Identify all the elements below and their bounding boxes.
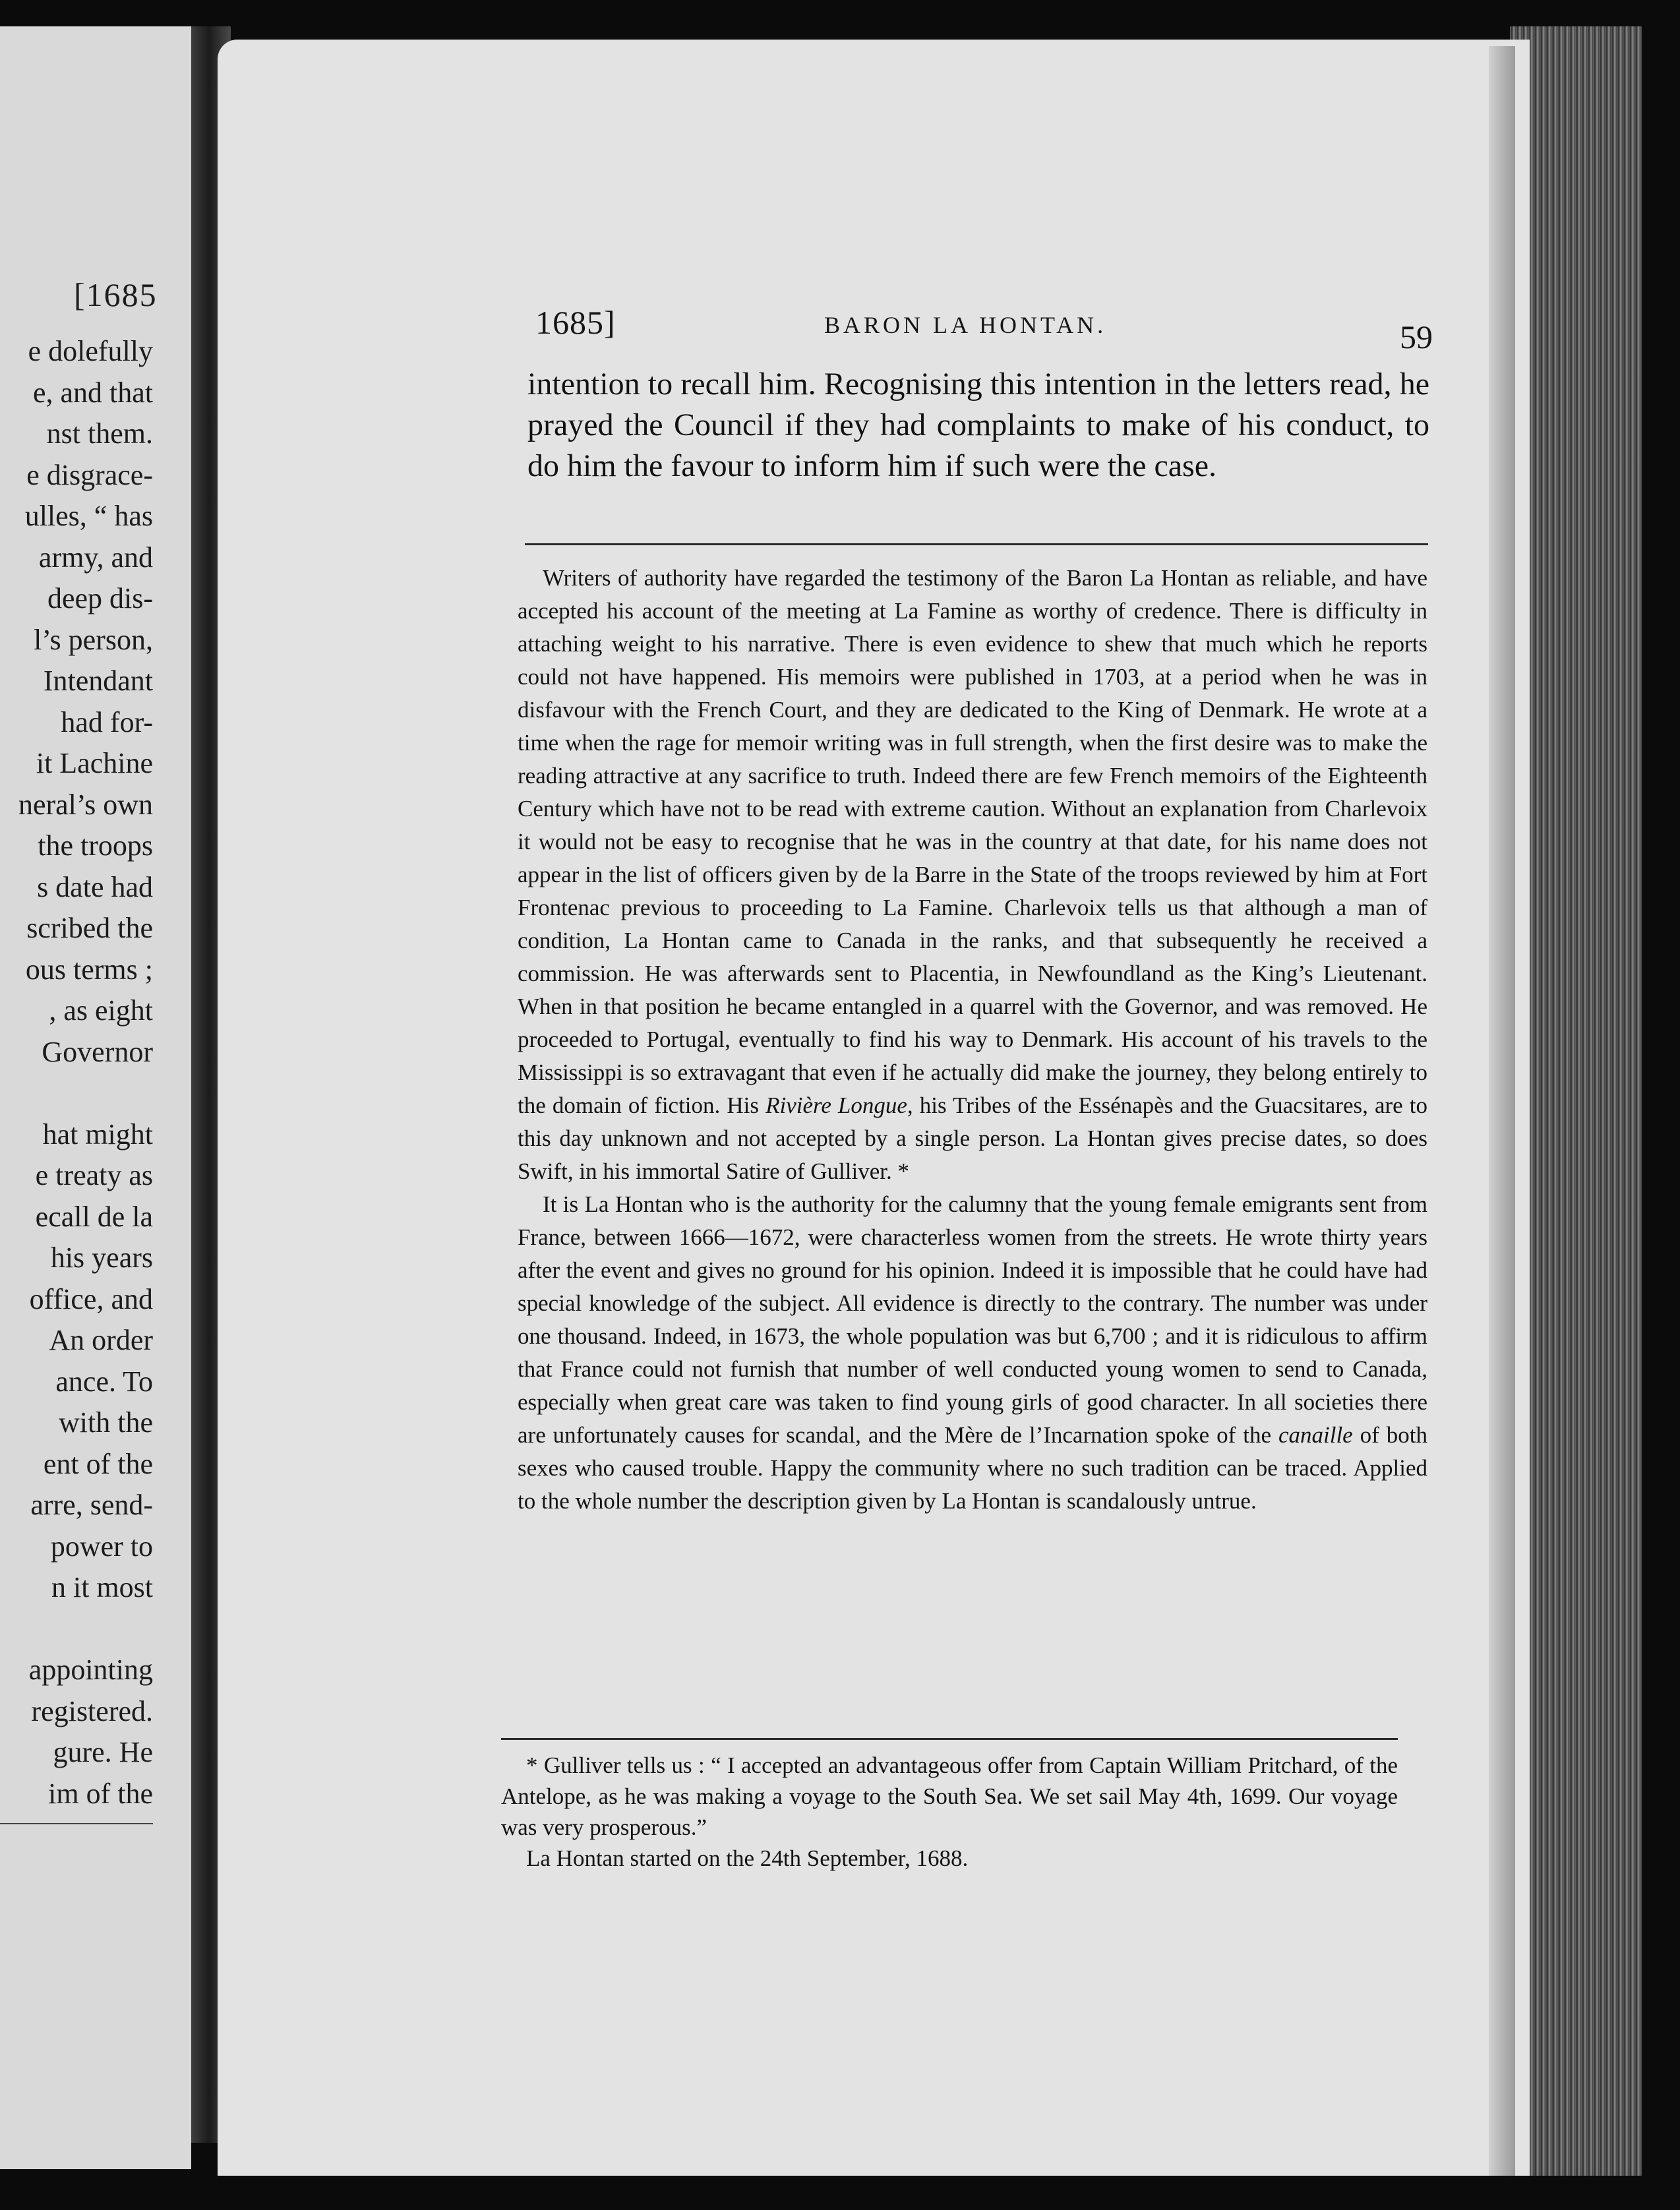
note-p1-text-b: his Tribes of the Essénapès and the Guacsitares, are to this day unknown and not accepted by a single person. La Hontan gives precise dates, so does Swift, in his immortal Satire of Gulliver. * [518, 1092, 1427, 1184]
footnote-rule [501, 1738, 1398, 1740]
left-page-line: had for- [61, 705, 153, 738]
left-page-line: it Lachine [36, 747, 153, 779]
left-page-line: , as eight [49, 994, 153, 1027]
left-page-line: s date had [37, 870, 153, 903]
note-rule-top [525, 543, 1428, 545]
left-page-line: e disgrace- [26, 458, 153, 491]
left-page-line: An order [49, 1324, 153, 1356]
running-head-title: BARON LA HONTAN. [824, 312, 1107, 338]
left-page-line: n it most [51, 1571, 153, 1603]
left-page-line: hat might [42, 1118, 153, 1150]
left-page-line: ecall de la [35, 1200, 153, 1233]
book-page-edges [1510, 26, 1642, 2176]
left-page-line: ous terms ; [25, 953, 153, 986]
left-page-line [18, 1609, 153, 1650]
editor-note [518, 562, 1427, 1518]
footnote-paragraph-1: * Gulliver tells us : “ I accepted an advantageous offer from Captain William Pritchard, of the Antelope, as he was making a voyage to the South Sea. We set sail May 4th, 1699. Our voyage was very prosperous.” [501, 1752, 1398, 1840]
left-page-line: scribed the [26, 912, 153, 944]
left-page-line: e dolefully [28, 335, 153, 367]
left-page-line: arre, send- [30, 1489, 153, 1521]
note-paragraph-2 [518, 1188, 1427, 1518]
left-page-line: Intendant [43, 665, 153, 697]
left-page-line [18, 1073, 153, 1114]
left-page-line: im of the [48, 1777, 153, 1810]
footnote [501, 1750, 1398, 1874]
right-page [218, 40, 1530, 2176]
note-p1-text-a: Writers of authority have regarded the testimony of the Baron La Hontan as reliable, and have accepted his account of the meeting at La Famine as worthy of credence. There is difficulty in attaching weight to his narrative. There is even evidence to shew that much which he reports could not have happened. His memoirs were published in 1703, at a period when he was in disfavour with the French Court, and they are dedicated to the King of Denmark. He wrote at a time when the rage for memoir writing was in full strength, when the first desire was to make the reading attractive at any sacrifice to truth. Indeed there are few French memoirs of the Eighteenth Century which have not to be read with extreme caution. Without an explanation from Charlevoix it would not be easy to recognise that he was in the country at that date, for his name does not appear in the list of officers given by de la Barre in the State of the troops reviewed by him at Fort Frontenac previous to proceeding to La Famine. Charlevoix tells us that although a man of condition, La Hontan came to Canada in the ranks, and that subsequently he received a commission. He was afterwards sent to Placentia, in Newfoundland as the King’s Lieutenant. When in that position he became entangled in a quarrel with the Governor, and was removed. He proceeded to Portugal, eventually to find his way to Denmark. His account of his travels to the Mississippi is so extravagant that even if he actually did make the journey, they belong entirely to the domain of fiction. His [518, 565, 1427, 1118]
note-p2-text-b: of both sexes who caused trouble. Happy the community where no such tradition can be traced. Applied to the whole number the description given by La Hontan is scandalously untrue. [518, 1422, 1428, 1514]
main-text: intention to recall him. Recognising this intention in the letters read, he prayed the Council if they had complaints to make of his conduct, to do him the favour to inform him if such were the case. [527, 367, 1429, 483]
left-page-line: ent of the [43, 1447, 153, 1480]
left-page-line: registered. [31, 1694, 153, 1727]
running-head-date: 1685] [535, 304, 616, 341]
left-page-line: ulles, “ has [24, 500, 153, 532]
left-page-text [18, 331, 153, 1814]
left-page-line: neral’s own [18, 788, 153, 821]
left-page-line: army, and [38, 541, 153, 574]
page-number: 59 [1400, 318, 1433, 355]
left-page-rule [0, 1823, 153, 1824]
note-p2-text-a: It is La Hontan who is the authority for the calumny that the young female emigrants sent from France, between 1666—1672, were characterless women from the streets. He wrote thirty years after the event and gives no ground for his opinion. Indeed it is impossible that he could have had special knowledge of the subject. All evidence is directly to the contrary. The number was under one thousand. Indeed, in 1673, the whole population was but 6,700 ; and it is ridiculous to affirm that France could not furnish that number of well conducted young women to send to Canada, especially when great care was taken to find young girls of good character. In all societies there are unfortunately causes for scandal, and the Mère de l’Incarnation spoke of the [518, 1191, 1427, 1448]
left-page-line: ance. To [55, 1365, 153, 1398]
note-p2-italic: canaille [1278, 1422, 1353, 1448]
left-page-line: gure. He [53, 1736, 153, 1768]
left-page-line: appointing [28, 1654, 153, 1686]
left-page-line: deep dis- [47, 582, 153, 614]
left-facing-page [0, 26, 191, 2169]
footnote-paragraph-2: La Hontan started on the 24th September, 1688. [526, 1845, 969, 1871]
left-page-line: with the [59, 1406, 153, 1439]
left-page-line: nst them. [46, 417, 153, 450]
left-page-line: e treaty as [35, 1159, 153, 1191]
note-paragraph-1 [518, 562, 1427, 1188]
left-page-line: l’s person, [34, 623, 153, 656]
note-p1-italic: Rivière Longue, [765, 1092, 913, 1118]
left-page-line: the troops [38, 829, 153, 862]
left-page-line: e, and that [32, 376, 153, 409]
left-page-header: [1685 [74, 276, 158, 313]
page-edge-shadow [1489, 46, 1515, 2176]
left-page-line: his years [50, 1241, 153, 1274]
left-page-line: Governor [42, 1035, 153, 1068]
left-page-line: power to [50, 1530, 153, 1563]
left-page-line: office, and [29, 1282, 153, 1315]
